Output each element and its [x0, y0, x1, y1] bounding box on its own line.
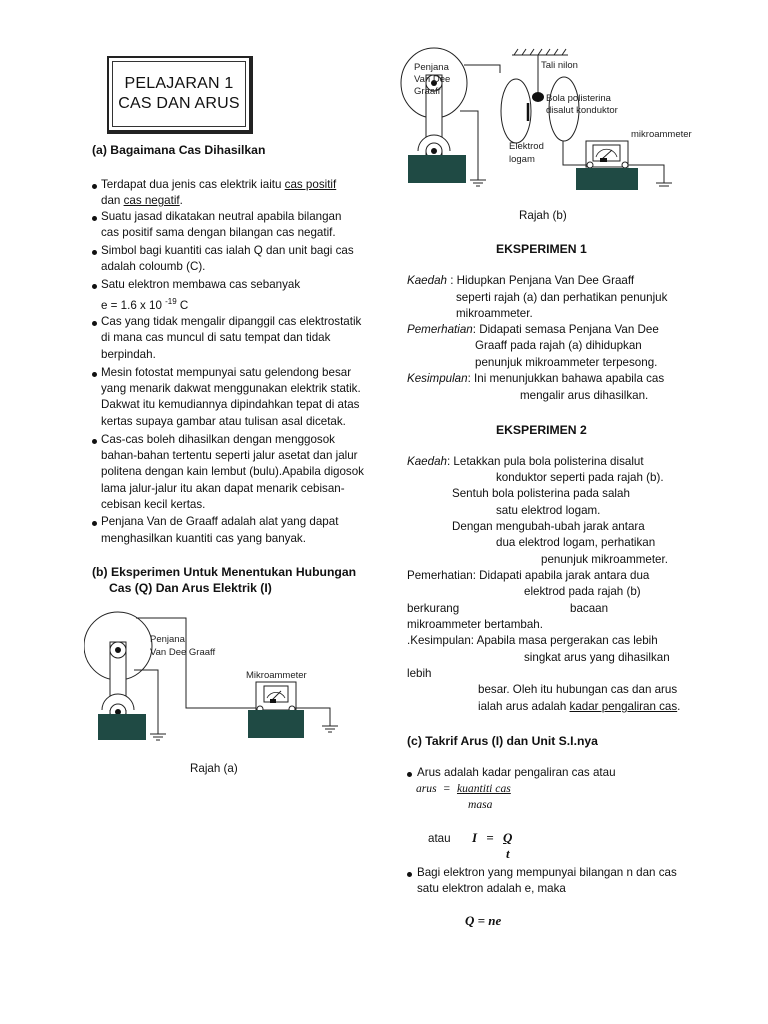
text-line: satu elektrod logam. [496, 504, 601, 517]
svg-text:Penjana: Penjana [150, 634, 185, 645]
list-item: Simbol bagi kuantiti cas ialah Q dan unit bagi cas [101, 244, 354, 257]
bullet-icon [92, 184, 97, 189]
formula-current: I = Q [472, 830, 513, 845]
list-item: Cas yang tidak mengalir dipanggil cas elektrostatik [101, 315, 362, 328]
svg-text:Tali nilon: Tali nilon [541, 60, 578, 71]
bullet-icon [407, 772, 412, 777]
svg-text:Van Dee Graaff: Van Dee Graaff [150, 647, 216, 658]
eksperimen1-heading: EKSPERIMEN 1 [496, 242, 587, 256]
list-item: Mesin fotostat mempunyai satu gelendong besar [101, 366, 352, 379]
electron-charge-formula: e = 1.6 x 10 $^{-19}$ C [101, 297, 189, 312]
text-line: dua elektrod logam, perhatikan [496, 536, 656, 549]
term-cas-negatif: cas negatif [123, 194, 180, 207]
list-item-continuation: berpindah. [101, 348, 156, 361]
text-line: Sentuh bola polisterina pada salah [452, 487, 630, 500]
list-item-continuation: menghasilkan kuantiti cas yang banyak. [101, 532, 306, 545]
text-line: singkat arus yang dihasilkan [524, 651, 670, 664]
list-item-continuation: bahan-bahan tertentu seperti jalur asetat dan jalur [101, 449, 358, 462]
figure-a-caption: Rajah (a) [190, 762, 238, 775]
text-line: mengalir arus dihasilkan. [520, 389, 649, 402]
list-item: Arus adalah kadar pengaliran cas atau [417, 766, 616, 779]
eksperimen2-kaedah: Kaedah: Letakkan pula bola polisterina disalut [407, 455, 644, 468]
svg-text:Graaff: Graaff [414, 86, 441, 97]
eksperimen1-kaedah: Kaedah : Hidupkan Penjana Van Dee Graaff [407, 274, 635, 287]
svg-text:Mikroammeter: Mikroammeter [246, 670, 307, 681]
term-cas-positif: cas positif [284, 178, 337, 191]
text-line: ialah arus adalah kadar pengaliran cas. [478, 700, 681, 713]
text-line: elektrod pada rajah (b) [524, 585, 641, 598]
list-item: Penjana Van de Graaff adalah alat yang dapat [101, 515, 339, 528]
formula-current-denominator: t [506, 846, 510, 861]
eksperimen2-kesimpulan: .Kesimpulan: Apabila masa pergerakan cas lebih [407, 634, 658, 647]
list-item-continuation: Dakwat itu kemudiannya dipindahkan tepat di atas [101, 398, 360, 411]
list-item-continuation: kertas supaya gambar atau tulisan asal dicetak. [101, 415, 346, 428]
list-item: Satu elektron membawa cas sebanyak [101, 278, 301, 291]
list-item-continuation: satu elektron adalah e, maka [417, 882, 566, 895]
title-inner-frame [112, 61, 246, 127]
meter-base-block [248, 710, 304, 738]
figure-a-diagram [84, 608, 354, 748]
text-line: bacaan [570, 602, 609, 615]
text-line: seperti rajah (a) dan perhatikan penunjuk [456, 291, 668, 304]
title-box [107, 56, 253, 134]
bullet-icon [92, 284, 97, 289]
list-item: Terdapat dua jenis cas elektrik iaitu cas positif [101, 178, 337, 191]
text-line: lebih [407, 667, 432, 680]
bullet-icon [92, 372, 97, 377]
bullet-icon [407, 872, 412, 877]
meter-base-block [576, 168, 638, 190]
lesson-title: CAS DAN ARUS [118, 95, 240, 112]
text-line: mikroammeter. [456, 307, 533, 320]
list-item-continuation: cas positif sama dengan bilangan cas negatif. [101, 226, 336, 239]
bullet-icon [92, 521, 97, 526]
eksperimen2-pemerhatian: Pemerhatian: Didapati apabila jarak antara dua [407, 569, 650, 582]
list-item-continuation: yang menarik dakwat menggunakan elektrik statik. [101, 382, 361, 395]
text-line: Dengan mengubah-ubah jarak antara [452, 520, 645, 533]
list-item-continuation: lama jalur-jalur itu akan dapat menarik cebisan- [101, 482, 345, 495]
text-line: Graaff pada rajah (a) dihidupkan [475, 339, 642, 352]
bullet-icon [92, 250, 97, 255]
atau-label: atau [428, 832, 451, 845]
list-item: Suatu jasad dikatakan neutral apabila bilangan [101, 210, 342, 223]
svg-text:Van Dee: Van Dee [414, 74, 451, 85]
list-item: Cas-cas boleh dihasilkan dengan menggosok [101, 433, 335, 446]
figure-b-caption: Rajah (b) [519, 209, 567, 222]
text-line: berkurang [407, 602, 460, 615]
left-electrode-icon [501, 79, 531, 143]
section-a-heading: (a) Bagaimana Cas Dihasilkan [92, 143, 266, 157]
section-b-heading-line2: Cas (Q) Dan Arus Elektrik (I) [109, 581, 272, 595]
bullet-icon [92, 216, 97, 221]
bullet-icon [92, 439, 97, 444]
base-block [408, 155, 466, 183]
svg-text:Bola polisterina: Bola polisterina [546, 93, 611, 104]
term-kadar-pengaliran-cas: kadar pengaliran cas [569, 700, 678, 713]
list-item-continuation: cebisan kecil kertas. [101, 498, 206, 511]
bullet-icon [92, 321, 97, 326]
text-line: penunjuk mikroammeter. [541, 553, 668, 566]
text-line: mikroammeter bertambah. [407, 618, 543, 631]
section-c-heading: (c) Takrif Arus (I) dan Unit S.I.nya [407, 734, 598, 748]
svg-text:Penjana: Penjana [414, 62, 449, 73]
eksperimen1-kesimpulan: Kesimpulan: Ini menunjukkan bahawa apabila cas [407, 372, 665, 385]
formula-arus: arus = kuantiti cas [416, 782, 511, 795]
list-item-continuation: politena dengan kain lembut (bulu).Apabila digosok [101, 465, 364, 478]
eksperimen1-pemerhatian: Pemerhatian: Didapati semasa Penjana Van Dee [407, 323, 659, 336]
eksperimen2-heading: EKSPERIMEN 2 [496, 423, 587, 437]
list-item-continuation: dan cas negatif. [101, 194, 183, 207]
formula-q-ne: Q = ne [465, 913, 502, 928]
list-item-continuation: di mana cas muncul di satu tempat dan tidak [101, 331, 331, 344]
svg-text:Elektrod: Elektrod [509, 141, 544, 152]
text-line: penunjuk mikroammeter terpesong. [475, 356, 658, 369]
list-item: Bagi elektron yang mempunyai bilangan n dan cas [417, 866, 677, 879]
list-item-continuation: adalah coloumb (C). [101, 260, 206, 273]
text-line: besar. Oleh itu hubungan cas dan arus [478, 683, 678, 696]
formula-arus-denominator: masa [468, 798, 493, 811]
lesson-number: PELAJARAN 1 [124, 75, 234, 92]
text-line: konduktor seperti pada rajah (b). [496, 471, 664, 484]
svg-text:disalut konduktor: disalut konduktor [546, 105, 618, 116]
section-b-heading-line1: (b) Eksperimen Untuk Menentukan Hubungan [92, 565, 357, 579]
svg-text:mikroammeter: mikroammeter [631, 129, 692, 140]
base-block [98, 714, 146, 740]
figure-b-diagram [400, 45, 700, 190]
svg-text:logam: logam [509, 154, 535, 165]
polystyrene-ball-icon [532, 92, 544, 102]
